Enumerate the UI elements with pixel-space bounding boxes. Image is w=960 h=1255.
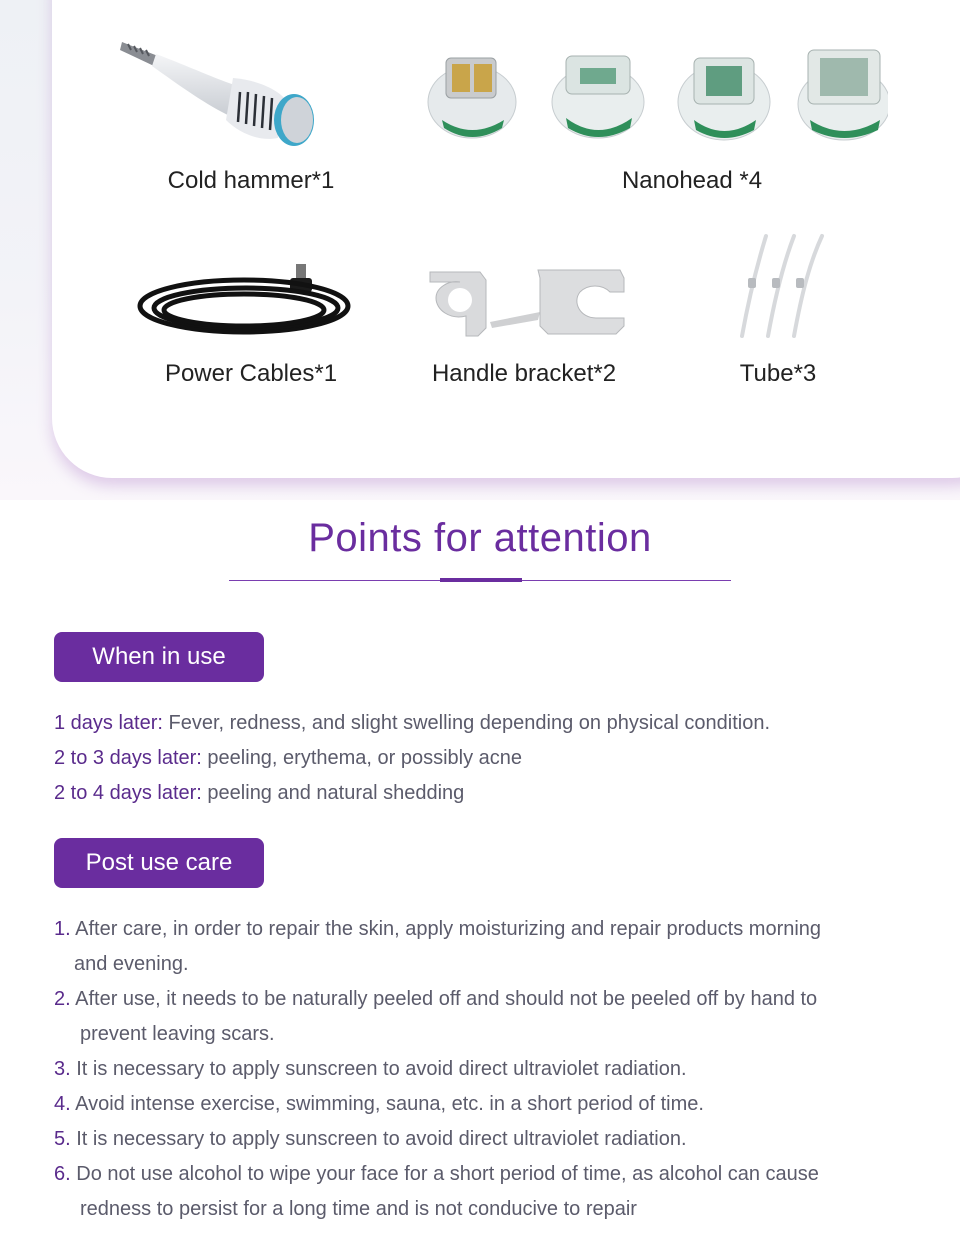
list-item (54, 1128, 687, 1151)
item-number: 6. (54, 1163, 71, 1185)
item-number: 2. (54, 988, 71, 1010)
list-item (54, 747, 522, 770)
item-number: 4. (54, 1093, 71, 1115)
handle-bracket-icon (420, 262, 630, 338)
item-text: After care, in order to repair the skin, apply moisturizing and repair products morning (70, 918, 822, 940)
title-accent-bar (440, 578, 522, 582)
item-text: peeling, erythema, or possibly acne (201, 747, 523, 769)
item-text: peeling and natural shedding (201, 782, 465, 804)
nanohead-icon (422, 44, 888, 144)
item-text: It is necessary to apply sunscreen to avoid direct ultraviolet radiation. (70, 1058, 687, 1080)
item-number: 1. (54, 918, 71, 940)
product-label: Power Cables*1 (164, 360, 338, 387)
section-title: Points for attention (308, 516, 652, 560)
cold-hammer-icon (118, 36, 318, 148)
list-item-continuation: prevent leaving scars. (80, 1023, 275, 1045)
item-key: 1 days later: (54, 712, 163, 734)
list-item (54, 782, 464, 805)
list-item-continuation: and evening. (74, 953, 189, 975)
item-text: Do not use alcohol to wipe your face for a short period of time, as alcohol can cause (70, 1163, 819, 1185)
list-item-continuation: redness to persist for a long time and is not conducive to repair (80, 1198, 637, 1220)
item-key: 2 to 3 days later: (54, 747, 202, 769)
list-item (54, 918, 821, 941)
post-use-care-badge: Post use care (54, 838, 264, 888)
list-item (54, 988, 817, 1011)
list-item (54, 1163, 819, 1186)
item-key: 2 to 4 days later: (54, 782, 202, 804)
product-label: Cold hammer*1 (167, 167, 335, 194)
product-label: Nanohead *4 (621, 167, 763, 194)
power-cable-icon (134, 262, 356, 346)
item-text: It is necessary to apply sunscreen to avoid direct ultraviolet radiation. (70, 1128, 687, 1150)
when-in-use-badge: When in use (54, 632, 264, 682)
tube-icon (730, 232, 830, 342)
list-item (54, 712, 770, 735)
item-text: Avoid intense exercise, swimming, sauna, etc. in a short period of time. (70, 1093, 704, 1115)
item-number: 5. (54, 1128, 71, 1150)
product-label: Tube*3 (739, 360, 817, 387)
product-label: Handle bracket*2 (431, 360, 617, 387)
list-item (54, 1093, 704, 1116)
item-text: After use, it needs to be naturally peeled off and should not be peeled off by hand to (70, 988, 818, 1010)
item-text: Fever, redness, and slight swelling depending on physical condition. (162, 712, 770, 734)
list-item (54, 1058, 687, 1081)
item-number: 3. (54, 1058, 71, 1080)
